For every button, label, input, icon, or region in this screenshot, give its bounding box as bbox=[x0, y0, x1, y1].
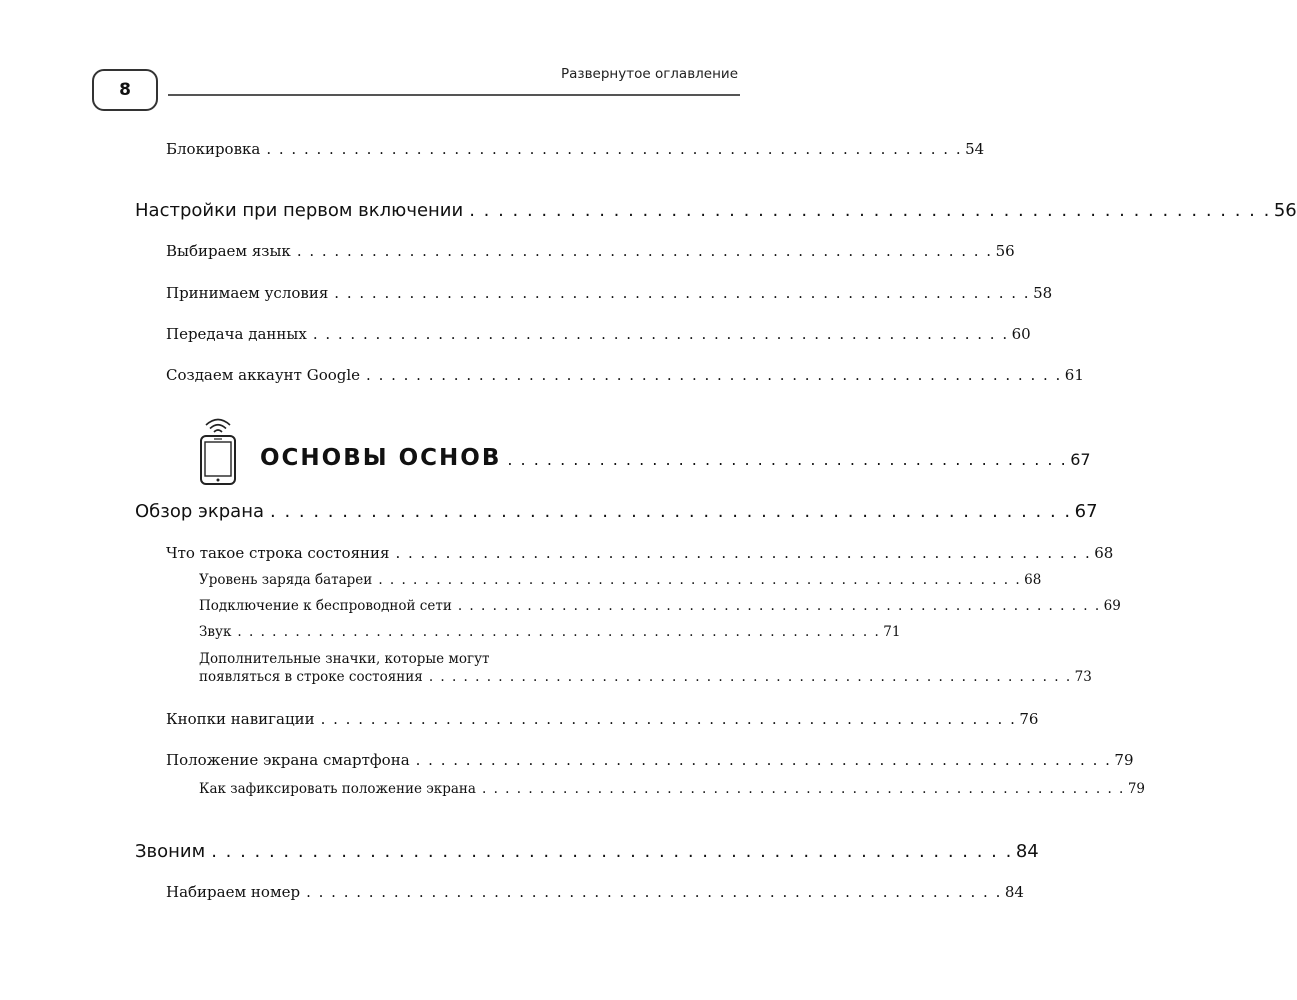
toc-entry-dial: Набираем номер . . . . . . . . . . . . . . . . . . . . . . . . . . . . . . . . . . . . . . . . . . . . . . . . . . . . . . . . 84 bbox=[166, 883, 1024, 901]
toc-entry-title: Настройки при первом включении bbox=[135, 200, 464, 221]
toc-entry-wireless: Подключение к беспроводной сети . . . . . . . . . . . . . . . . . . . . . . . . . . . . . . . . . . . . . . . . . . . . . . . . . . . . . . . . 69 bbox=[199, 598, 1121, 614]
toc-entry-page: 68 bbox=[1024, 572, 1042, 588]
toc-entry-title: Звук bbox=[199, 624, 232, 640]
toc-entry-title: Создаем аккаунт Google bbox=[166, 366, 361, 384]
toc-entry-calls: Звоним . . . . . . . . . . . . . . . . . . . . . . . . . . . . . . . . . . . . . . . . . . . . . . . . . . . . . . . . 84 bbox=[135, 841, 1039, 862]
toc-entry-sound: Звук . . . . . . . . . . . . . . . . . . . . . . . . . . . . . . . . . . . . . . . . . . . . . . . . . . . . . . . . 71 bbox=[199, 624, 901, 640]
header-rule bbox=[168, 94, 740, 96]
toc-entry-page: 56 bbox=[995, 242, 1015, 260]
toc-entry-status-bar: Что такое строка состояния . . . . . . . . . . . . . . . . . . . . . . . . . . . . . . . . . . . . . . . . . . . . . . . . . . . . . . . . 68 bbox=[166, 544, 1114, 562]
toc-chapter-heading: ОСНОВЫ ОСНОВ . . . . . . . . . . . . . . . . . . . . . . . . . . . . . . . . . . . . . . . . . . . 67 bbox=[260, 445, 1091, 471]
toc-entry-page: 61 bbox=[1064, 366, 1084, 384]
toc-entry-title: Как зафиксировать положение экрана bbox=[199, 781, 476, 797]
toc-entry-page: 84 bbox=[1015, 841, 1039, 862]
toc-entry-page: 84 bbox=[1004, 883, 1024, 901]
toc-entry-terms: Принимаем условия . . . . . . . . . . . . . . . . . . . . . . . . . . . . . . . . . . . . . . . . . . . . . . . . . . . . . . . . 58 bbox=[166, 284, 1053, 302]
toc-entry-page: 69 bbox=[1103, 598, 1121, 614]
toc-entry-title: Принимаем условия bbox=[166, 284, 329, 302]
page-number-badge: 8 bbox=[92, 69, 158, 111]
toc-entry-title: Блокировка bbox=[166, 140, 261, 158]
toc-entry-page: 60 bbox=[1011, 325, 1031, 343]
toc-entry-page: 58 bbox=[1033, 284, 1053, 302]
toc-entry-page: 73 bbox=[1074, 669, 1092, 685]
toc-entry-page: 67 bbox=[1070, 450, 1091, 469]
toc-entry-extra-icons: появляться в строке состояния . . . . . . . . . . . . . . . . . . . . . . . . . . . . . . . . . . . . . . . . . . . . . . . . . . . . . . . . 73 bbox=[199, 669, 1092, 685]
toc-entry-page: 56 bbox=[1273, 200, 1297, 221]
toc-entry-title: Передача данных bbox=[166, 325, 307, 343]
toc-entry-battery: Уровень заряда батареи . . . . . . . . . . . . . . . . . . . . . . . . . . . . . . . . . . . . . . . . . . . . . . . . . . . . . . . . 68 bbox=[199, 572, 1042, 588]
toc-entry-title: Набираем номер bbox=[166, 883, 301, 901]
toc-entry-page: 79 bbox=[1114, 751, 1134, 769]
toc-entry-title: появляться в строке состояния bbox=[199, 669, 423, 685]
chapter-title: ОСНОВЫ ОСНОВ bbox=[260, 445, 502, 471]
smartphone-wireless-icon bbox=[192, 411, 244, 485]
toc-entry-page: 67 bbox=[1074, 501, 1098, 522]
toc-entry-first-setup: Настройки при первом включении . . . . . . . . . . . . . . . . . . . . . . . . . . . . . . . . . . . . . . . . . . . . . . . . . . . . . . . . 56 bbox=[135, 200, 1297, 221]
toc-entry-title: Выбираем язык bbox=[166, 242, 291, 260]
toc-entry-blocking: Блокировка . . . . . . . . . . . . . . . . . . . . . . . . . . . . . . . . . . . . . . . . . . . . . . . . . . . . . . . . 54 bbox=[166, 140, 985, 158]
toc-entry-language: Выбираем язык . . . . . . . . . . . . . . . . . . . . . . . . . . . . . . . . . . . . . . . . . . . . . . . . . . . . . . . . 56 bbox=[166, 242, 1015, 260]
toc-entry-fix-orientation: Как зафиксировать положение экрана . . . . . . . . . . . . . . . . . . . . . . . . . . . . . . . . . . . . . . . . . . . . . . . . . . . . . . . . 79 bbox=[199, 781, 1146, 797]
toc-entry-title: Уровень заряда батареи bbox=[199, 572, 373, 588]
toc-entry-screen-overview: Обзор экрана . . . . . . . . . . . . . . . . . . . . . . . . . . . . . . . . . . . . . . . . . . . . . . . . . . . . . . . . 67 bbox=[135, 501, 1098, 522]
toc-entry-title: Что такое строка состояния bbox=[166, 544, 390, 562]
running-header-title: Развернутое оглавление bbox=[560, 66, 738, 82]
toc-entry-extra-icons-line1: Дополнительные значки, которые могут bbox=[199, 651, 490, 667]
toc-entry-page: 76 bbox=[1019, 710, 1039, 728]
toc-entry-title: Кнопки навигации bbox=[166, 710, 315, 728]
toc-entry-page: 71 bbox=[883, 624, 901, 640]
toc-entry-page: 54 bbox=[965, 140, 985, 158]
toc-entry-title: Звоним bbox=[135, 841, 206, 862]
toc-entry-orientation: Положение экрана смартфона . . . . . . . . . . . . . . . . . . . . . . . . . . . . . . . . . . . . . . . . . . . . . . . . . . . . . . . . 79 bbox=[166, 751, 1134, 769]
toc-entry-page: 79 bbox=[1127, 781, 1146, 797]
toc-entry-title: Положение экрана смартфона bbox=[166, 751, 410, 769]
toc-entry-data-transfer: Передача данных . . . . . . . . . . . . . . . . . . . . . . . . . . . . . . . . . . . . . . . . . . . . . . . . . . . . . . . . 60 bbox=[166, 325, 1031, 343]
toc-entry-title: Обзор экрана bbox=[135, 501, 265, 522]
toc-entry-nav-buttons: Кнопки навигации . . . . . . . . . . . . . . . . . . . . . . . . . . . . . . . . . . . . . . . . . . . . . . . . . . . . . . . . 76 bbox=[166, 710, 1039, 728]
toc-entry-google: Создаем аккаунт Google . . . . . . . . . . . . . . . . . . . . . . . . . . . . . . . . . . . . . . . . . . . . . . . . . . . . . . . . 61 bbox=[166, 366, 1084, 384]
toc-entry-page: 68 bbox=[1094, 544, 1114, 562]
toc-entry-title: Подключение к беспроводной сети bbox=[199, 598, 452, 614]
